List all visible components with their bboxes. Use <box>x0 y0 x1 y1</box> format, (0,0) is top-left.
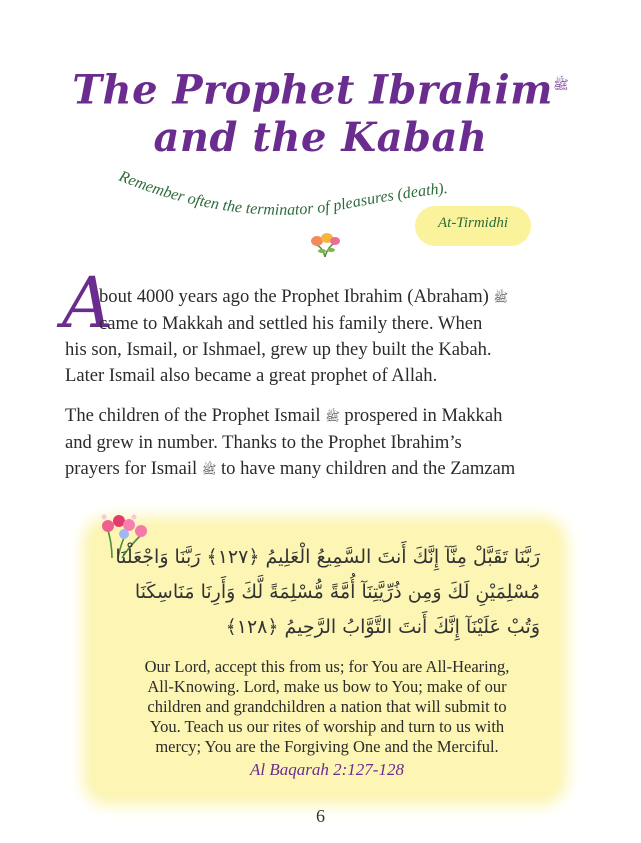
dua-translation-line-4: You. Teach us our rites of worship and turn to us with <box>149 717 505 736</box>
paragraph-2-line-3-b: to have many children and the Zamzam <box>220 457 516 479</box>
paragraph-2-line-1-a: The children of the Prophet Ismail <box>65 405 321 426</box>
flower-icon <box>307 229 343 259</box>
paragraph-2-line-3 <box>65 456 605 483</box>
page-title-line-1 <box>0 62 641 114</box>
paragraph-2-line-1-b: prospered in Makkah <box>344 405 503 426</box>
paragraph-2 <box>65 403 605 482</box>
title-text-1: The Prophet Ibrahim <box>72 66 553 114</box>
paragraph-1-line-1 <box>65 284 605 311</box>
paragraph-1-line-4: Later Ismail also became a great prophet of Allah. <box>65 364 438 386</box>
honorific-icon: ﷺ <box>325 409 340 424</box>
hadith-text: Remember often the terminator of pleasures (death). <box>116 167 449 219</box>
honorific-icon: ﷺ <box>493 290 508 305</box>
hadith-source: At-Tirmidhi <box>437 215 508 231</box>
page-number: 6 <box>316 806 325 826</box>
dua-translation <box>102 657 552 757</box>
dua-translation-line-1: Our Lord, accept this from us; for You are All-Hearing, <box>144 657 510 676</box>
paragraph-2-line-1 <box>65 403 605 430</box>
dua-translation-line-5: mercy; You are the Forgiving One and the Merciful. <box>155 737 499 756</box>
paragraph-1 <box>65 284 605 389</box>
paragraph-1-line-3: his son, Ismail, or Ishmael, grew up they built the Kabah. <box>65 338 492 360</box>
paragraph-2-line-2: and grew in number. Thanks to the Prophet Ibrahim’s <box>65 431 462 453</box>
paragraph-1-line-2: came to Makkah and settled his family there. When <box>99 312 483 334</box>
svg-text:Remember often the terminator <box>116 168 449 219</box>
paragraph-1-line-1-text: bout 4000 years ago the Prophet Ibrahim (Abraham) <box>99 286 489 307</box>
dua-translation-line-2: All-Knowing. Lord, make us bow to You; make of our <box>147 677 507 696</box>
dua-arabic-line-3: وَتُبْ عَلَيْنَآ إِنَّكَ أَنتَ التَّوَّابُ الرَّحِيمُ ﴿١٢٨﴾ <box>225 616 540 638</box>
dua-translation-line-3: children and grandchildren a nation that will submit to <box>147 697 507 716</box>
honorific-icon: ﷺ <box>553 78 569 93</box>
honorific-icon: ﷺ <box>201 462 217 477</box>
paragraph-2-line-3-a: prayers for Ismail <box>65 457 198 479</box>
dua-arabic-line-2: مُسْلِمَيْنِ لَكَ وَمِن ذُرِّيَّتِنَآ أُمَّةً مُّسْلِمَةً لَّكَ وَأَرِنَا مَنَاسِكَنَا <box>134 581 540 603</box>
dua-reference: Al Baqarah 2:127-128 <box>250 760 404 779</box>
drop-cap: A <box>62 262 113 344</box>
dua-arabic-line-1: رَبَّنَا تَقَبَّلْ مِنَّآ إِنَّكَ أَنتَ السَّمِيعُ الْعَلِيمُ ﴿١٢٧﴾ رَبَّنَا وَاجْعَلْنَا <box>115 546 540 568</box>
page-title-line-2: and the Kabah <box>153 114 488 161</box>
